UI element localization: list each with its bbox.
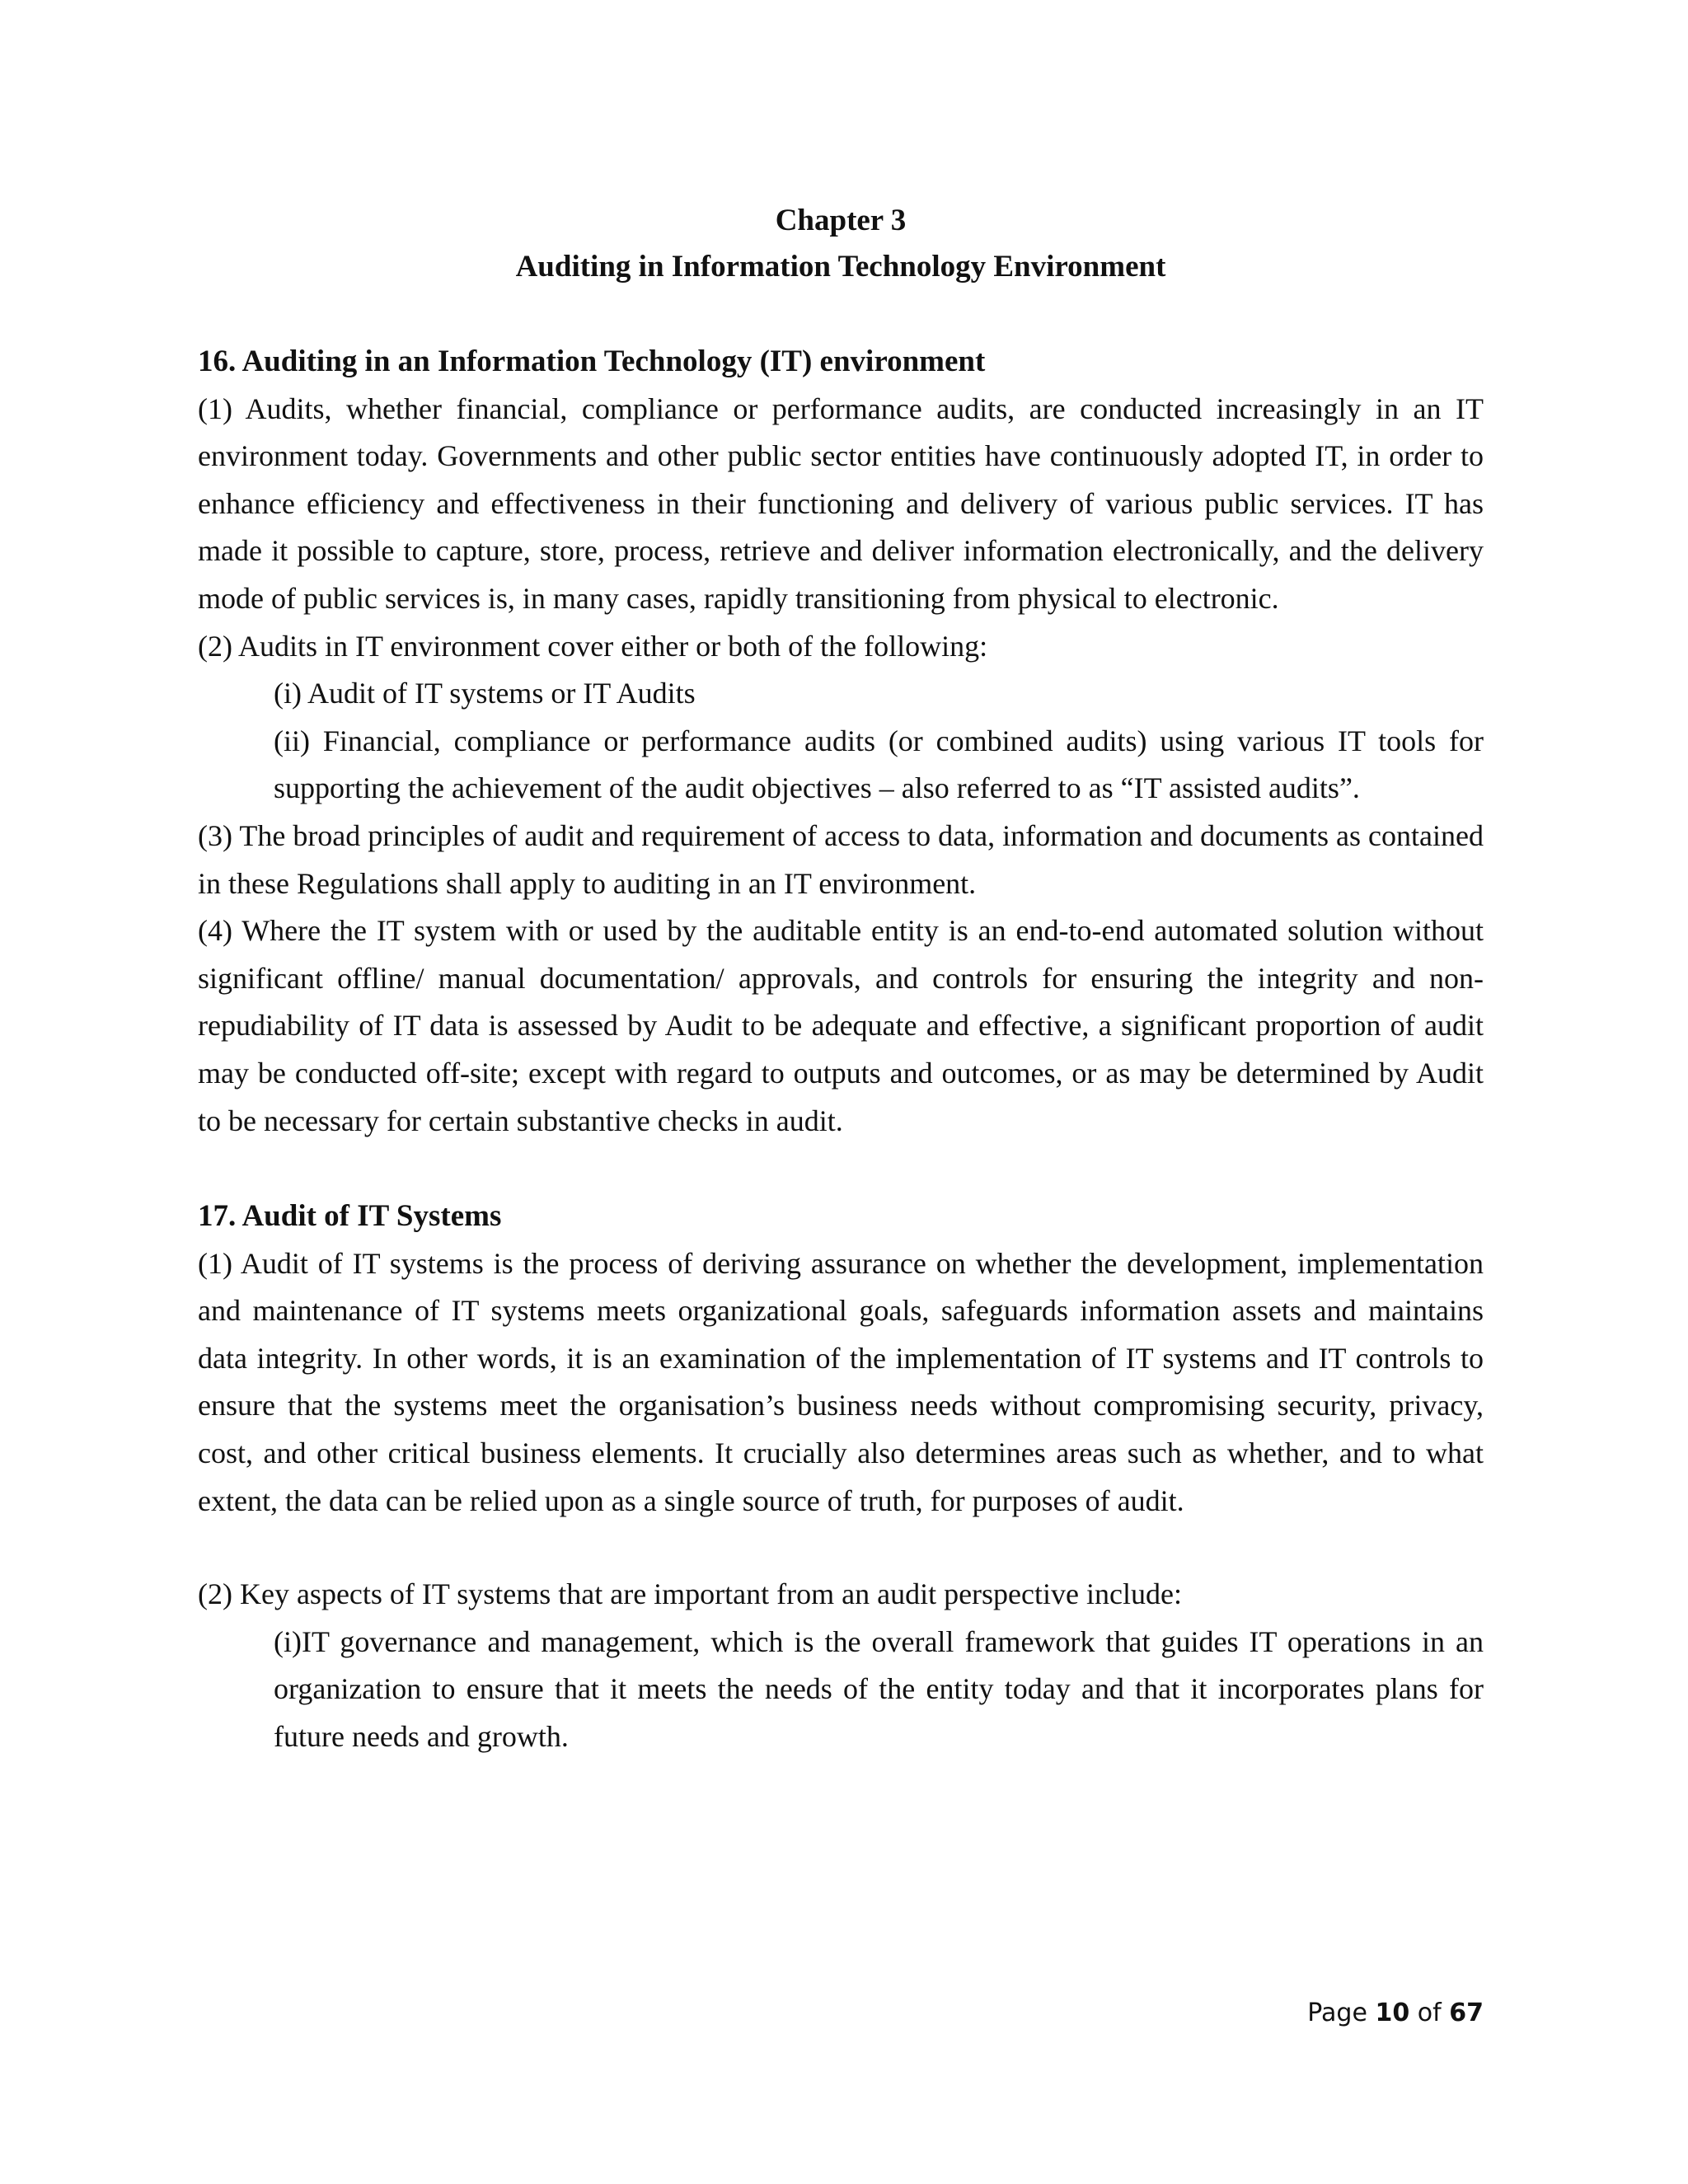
section-16-para-1: (1) Audits, whether financial, compliance or performance audits, are conducted increasingly in an IT environment today. Governments and other public sector entities have continuously adopted IT, in order to enhance efficiency and effectiveness in their functioning and delivery of various public services. IT has made it possible to capture, store, process, retrieve and deliver information electronically, and the delivery mode of public services is, in many cases, rapidly transitioning from physical to electronic. bbox=[198, 391, 1484, 615]
section-17-para-1: (1) Audit of IT systems is the process of deriving assurance on whether the development, implementation and maintenance of IT systems meets organizational goals, safeguards information assets and maintains data integrity. In other words, it is an examination of the implementation of IT systems and IT controls to ensure that the systems meet the organisation’s business needs without compromising security, privacy, cost, and other critical business elements. It crucially also determines areas such as whether, and to what extent, the data can be relied upon as a single source of truth, for purposes of audit. bbox=[198, 1246, 1484, 1517]
section-16-para-2: (2) Audits in IT environment cover either or both of the following: bbox=[198, 629, 988, 663]
chapter-number: Chapter 3 bbox=[775, 204, 907, 237]
section-16-item-i: (i) Audit of IT systems or IT Audits bbox=[274, 677, 696, 710]
page-label: Page bbox=[1307, 1999, 1367, 2027]
section-16-item-ii: (ii) Financial, compliance or performance audits (or combined audits) using various IT tools for supporting the achievement of the audit objectives – also referred to as “IT assisted audits”. bbox=[274, 724, 1484, 805]
total-pages: 67 bbox=[1449, 1999, 1484, 2027]
of-label: of bbox=[1417, 1999, 1442, 2027]
page-footer bbox=[1307, 1999, 1484, 2027]
section-16-para-4: (4) Where the IT system with or used by the auditable entity is an end-to-end automated solution without significant offline/ manual documentation/ approvals, and controls for ensuring the integrity and non-repudiability of IT data is assessed by Audit to be adequate and effective, a significant proportion of audit may be conducted off-site; except with regard to outputs and outcomes, or as may be determined by Audit to be necessary for certain substantive checks in audit. bbox=[198, 914, 1484, 1137]
spacer bbox=[198, 1145, 1484, 1193]
spacer bbox=[198, 1525, 1484, 1571]
section-17-para-2: (2) Key aspects of IT systems that are important from an audit perspective include: bbox=[198, 1577, 1182, 1611]
chapter-title: Auditing in Information Technology Environment bbox=[515, 250, 1166, 284]
section-16-para-3: (3) The broad principles of audit and requirement of access to data, information and documents as contained in these Regulations shall apply to auditing in an IT environment. bbox=[198, 818, 1484, 900]
page-content bbox=[198, 198, 1484, 1761]
section-17-item-i: (i)IT governance and management, which is the overall framework that guides IT operations in an organization to ensure that it meets the needs of the entity today and that it incorporates plans for future needs and growth. bbox=[274, 1624, 1484, 1754]
page-number: 10 bbox=[1375, 1999, 1410, 2027]
section-16-title: 16. Auditing in an Information Technology (IT) environment bbox=[198, 344, 986, 378]
spacer bbox=[198, 290, 1484, 338]
section-17-title: 17. Audit of IT Systems bbox=[198, 1199, 502, 1234]
